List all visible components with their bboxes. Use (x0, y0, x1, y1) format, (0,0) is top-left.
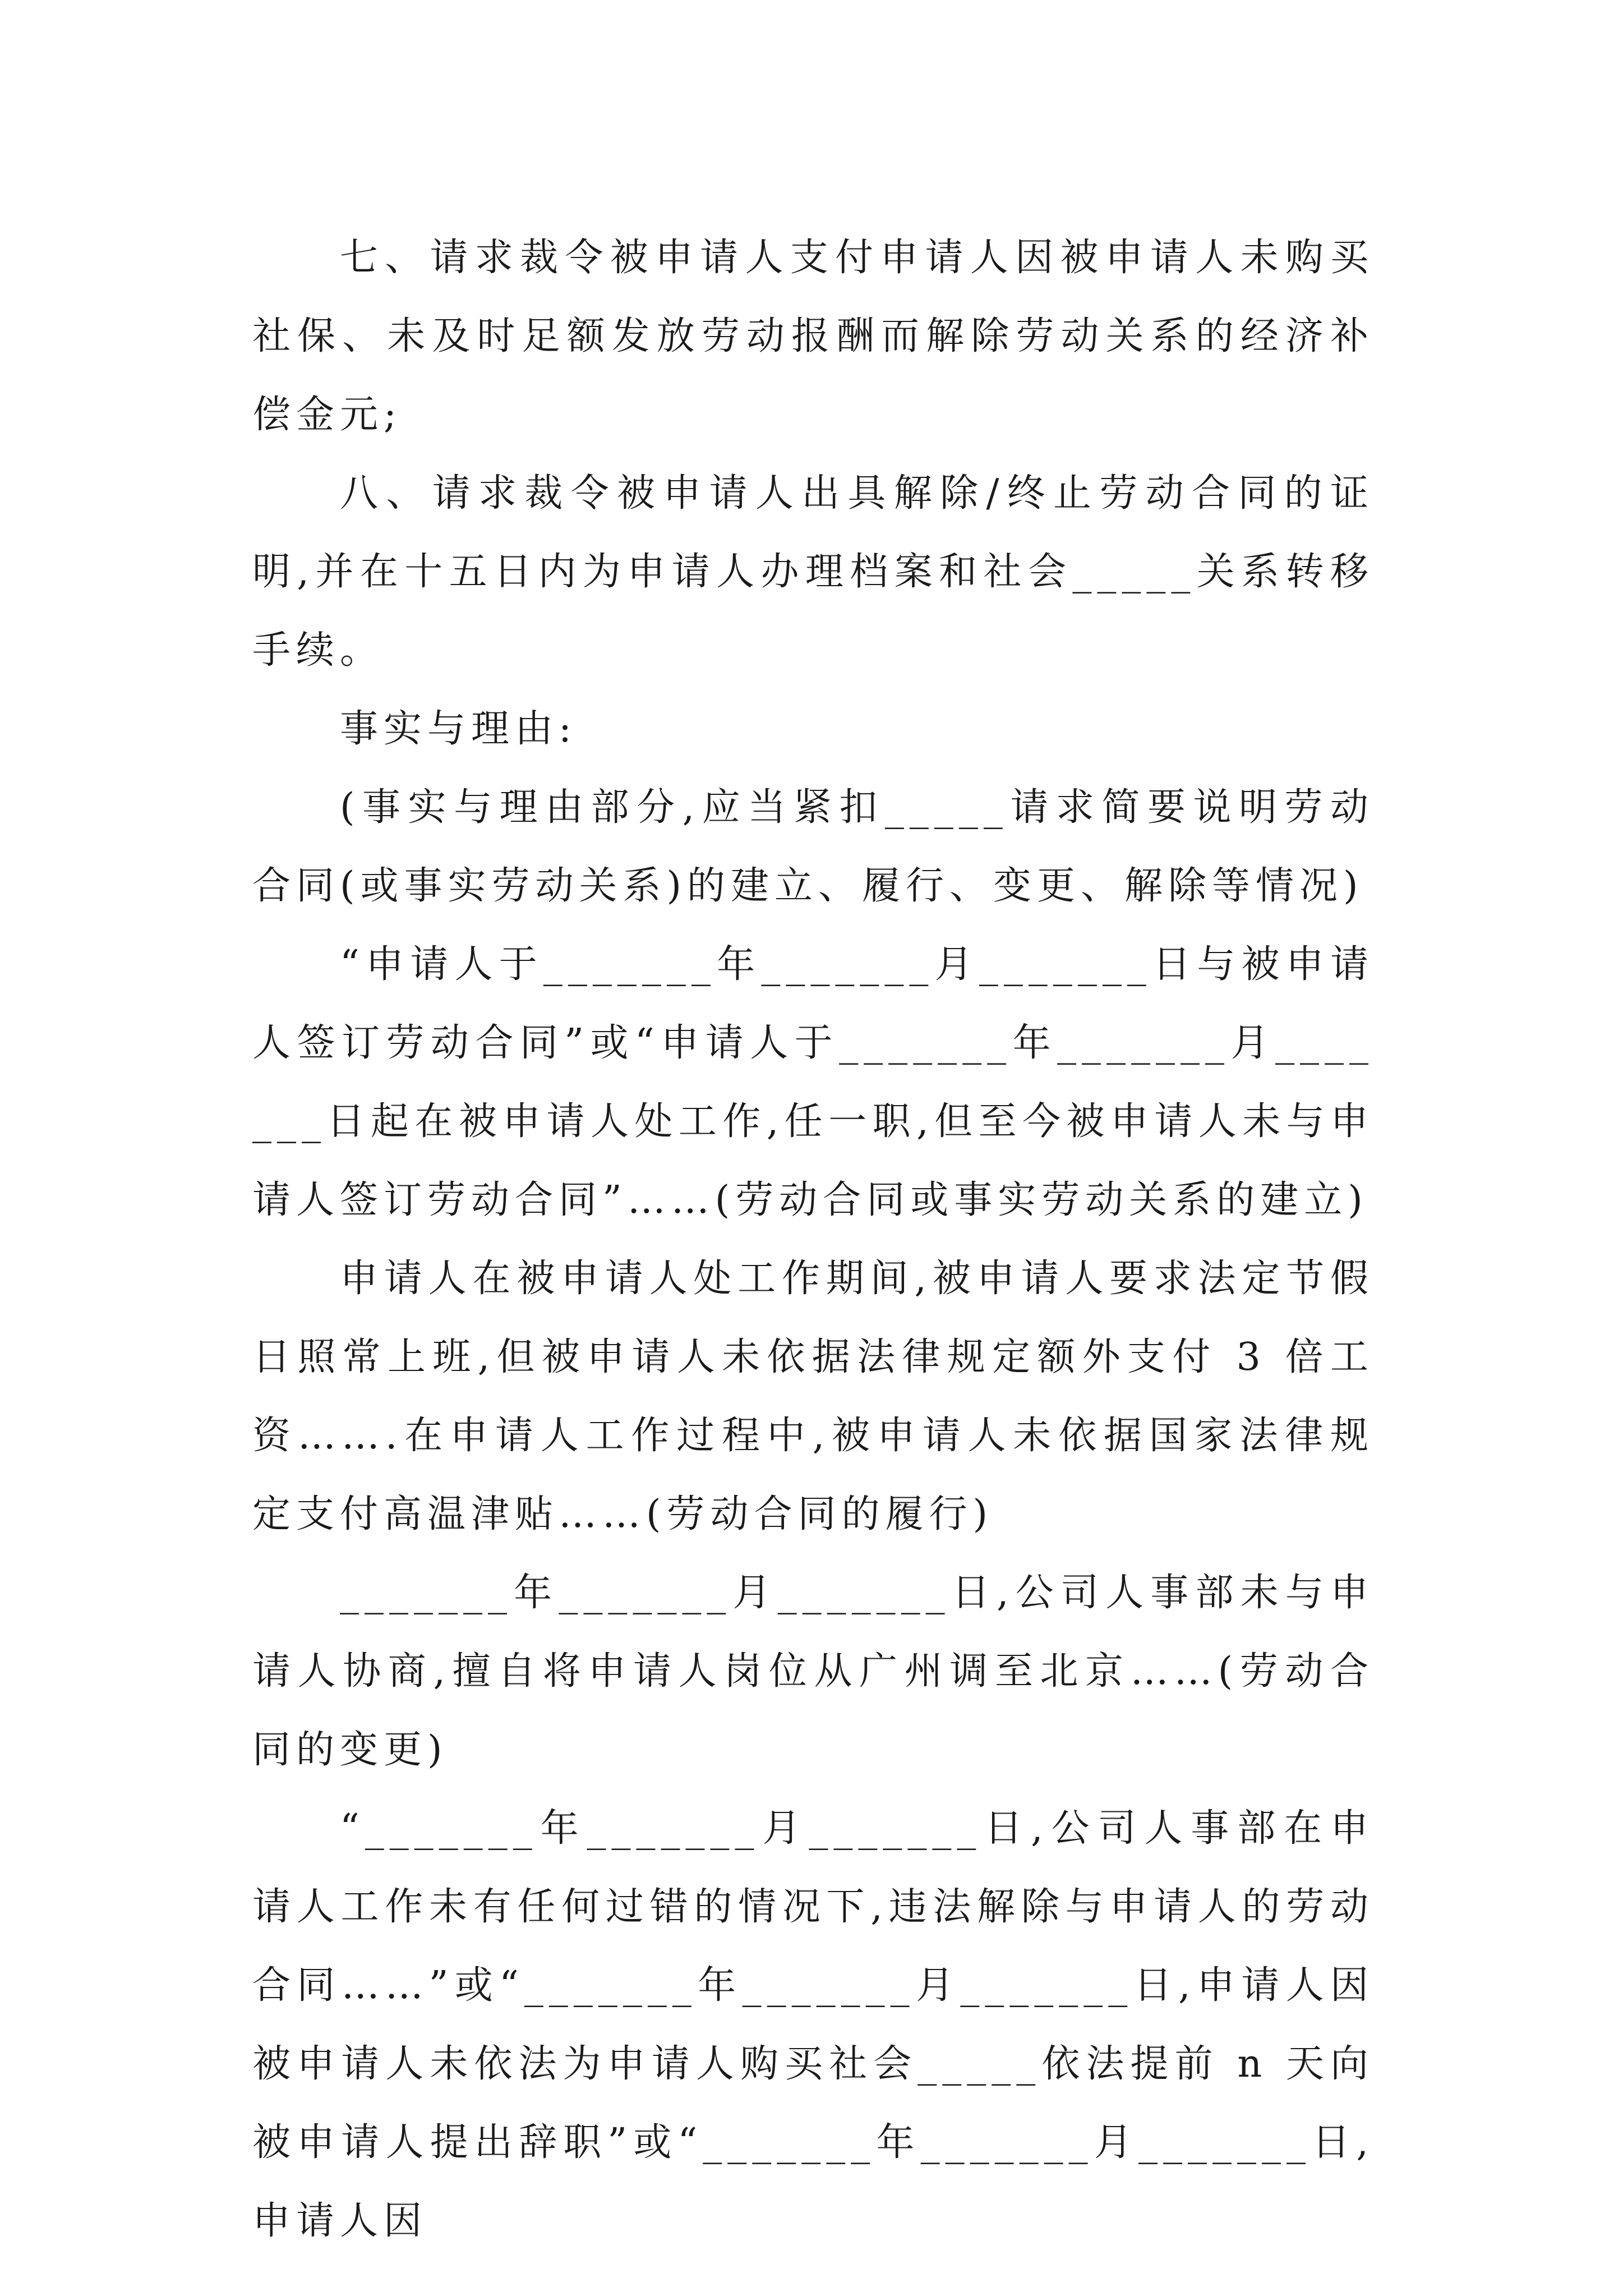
paragraph-claim-7: 七、请求裁令被申请人支付申请人因被申请人未购买社保、未及时足额发放劳动报酬而解除劳动关系的经济补偿金元; (252, 236, 1374, 437)
paragraph-contract-termination: “_______年_______月_______日,公司人事部在申请人工作未有任何过错的情况下,违法解除与申请人的劳动合同……”或“_______年_______月_______日,申请人因被申请人未依法为申请人购买社会_____依法提前 n 天向被申请人提出辞职”或“_______年_______月_______日,申请人因 (252, 1806, 1374, 2243)
paragraph-facts-instruction: (事实与理由部分,应当紧扣_____请求简要说明劳动合同(或事实劳动关系)的建立、履行、变更、解除等情况) (252, 785, 1374, 908)
paragraph-contract-establishment: “申请人于_______年_______月_______日与被申请人签订劳动合同”或“申请人于_______年_______月_______日起在被申请人处工作,任一职,但至今被申请人未与申请人签订劳动合同”……(劳动合同或事实劳动关系的建立) (252, 942, 1374, 1222)
paragraph-claim-8: 八、请求裁令被申请人出具解除/终止劳动合同的证明,并在十五日内为申请人办理档案和社会_____关系转移手续。 (252, 471, 1374, 673)
paragraph-contract-change: _______年_______月_______日,公司人事部未与申请人协商,擅自将申请人岗位从广州调至北京……(劳动合同的变更) (252, 1571, 1374, 1772)
paragraph-contract-performance: 申请人在被申请人处工作期间,被申请人要求法定节假日照常上班,但被申请人未依据法律规定额外支付 3 倍工资…….在申请人工作过程中,被申请人未依据国家法律规定支付高温津贴……(劳动合同的履行) (252, 1257, 1374, 1536)
document-page (252, 219, 1374, 2261)
heading-facts-and-reasons: 事实与理由: (340, 707, 577, 751)
